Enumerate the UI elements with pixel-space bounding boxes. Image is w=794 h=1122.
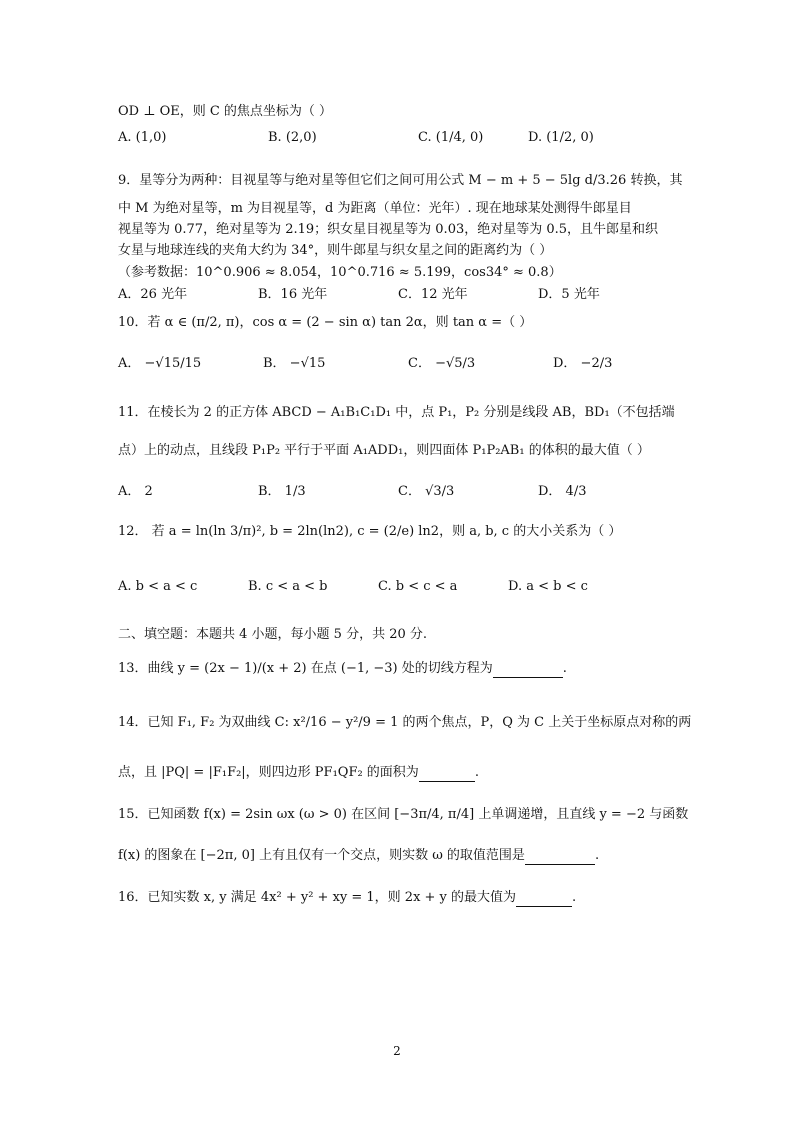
q15-line-2 <box>118 847 694 865</box>
q12-option-b: B. c < a < b <box>248 579 328 594</box>
q8-option-a: A. (1,0) <box>118 130 167 145</box>
q9-option-c: C．12 光年 <box>398 287 468 302</box>
q11-option-b: B． 1/3 <box>258 484 306 499</box>
q15-line-1: 15．已知函数 f(x) = 2sin ωx (ω > 0) 在区间 [−3π/4, π/4] 上单调递增，且直线 y = −2 与函数 <box>118 807 689 822</box>
q11-line-2: 点）上的动点，且线段 P₁P₂ 平行于平面 A₁ADD₁，则四面体 P₁P₂AB₁ 的体积的最大值（ ） <box>118 443 650 458</box>
q11-options <box>118 482 698 502</box>
q15-end: . <box>594 848 600 863</box>
q8-options <box>118 128 698 148</box>
q9-line-3: 视星等为 0.77，绝对星等为 2.19；织女星目视星等为 0.03，绝对星等为 0.5，且牛郎星和织 <box>118 222 659 237</box>
q13-end: . <box>562 661 567 676</box>
q10-option-a: A． −√15/15 <box>118 356 202 371</box>
q10-option-d: D． −2/3 <box>553 356 613 371</box>
q10-option-c: C． −√5/3 <box>408 356 476 371</box>
section-2-heading: 二、填空题：本题共 4 小题，每小题 5 分，共 20 分. <box>118 627 428 642</box>
q12-options <box>118 577 698 597</box>
q9-line-2: 中 M 为绝对星等，m 为目视星等，d 为距离（单位：光年）. 现在地球某处测得牛郎星目 <box>118 201 632 216</box>
q14-end: . <box>474 765 479 780</box>
q11-line-1: 11．在棱长为 2 的正方体 ABCD − A₁B₁C₁D₁ 中，点 P₁，P₂ 分别是线段 AB，BD₁（不包括端 <box>118 405 675 420</box>
q14-line-2 <box>118 764 694 782</box>
page-number: 2 <box>393 1044 401 1058</box>
q9-options <box>118 285 698 305</box>
q8-option-d: D. (1/2, 0) <box>528 130 594 145</box>
q16-answer-blank <box>516 892 572 907</box>
q10-stem: 10．若 α ∈ (π/2, π)，cos α = (2 − sin α) tan 2α，则 tan α =（ ） <box>118 315 533 330</box>
q16-end: . <box>572 890 577 905</box>
q11-option-c: C． √3/3 <box>398 484 455 499</box>
q13-text: 13．曲线 y = (2x − 1)/(x + 2) 在点 (−1, −3) 处的切线方程为 <box>118 661 493 676</box>
q8-option-b: B. (2,0) <box>268 130 317 145</box>
q13-answer-blank <box>493 663 563 678</box>
q8-tail: OD ⊥ OE，则 C 的焦点坐标为（ ） <box>118 104 333 119</box>
q10-options <box>118 354 698 374</box>
q8-option-c: C. (1/4, 0) <box>418 130 484 145</box>
q9-option-d: D．5 光年 <box>538 287 600 302</box>
q16 <box>118 889 694 907</box>
q9-line-4: 女星与地球连线的夹角大约为 34°，则牛郎星与织女星之间的距离约为（ ） <box>118 243 553 258</box>
q12-option-c: C. b < c < a <box>378 579 458 594</box>
q12-option-d: D. a < b < c <box>508 579 588 594</box>
q9-line-5: （参考数据：10^0.906 ≈ 8.054，10^0.716 ≈ 5.199，cos34° ≈ 0.8） <box>118 265 562 280</box>
q9-option-b: B．16 光年 <box>258 287 328 302</box>
q14-text: 点，且 |PQ| = |F₁F₂|，则四边形 PF₁QF₂ 的面积为 <box>118 765 419 780</box>
q14-line-1: 14．已知 F₁, F₂ 为双曲线 C: x²/16 − y²/9 = 1 的两个焦点，P，Q 为 C 上关于坐标原点对称的两 <box>118 715 692 730</box>
q15-text: f(x) 的图象在 [−2π, 0] 上有且仅有一个交点，则实数 ω 的取值范围是 <box>118 848 525 863</box>
q11-option-a: A． 2 <box>118 484 153 499</box>
q11-option-d: D． 4/3 <box>538 484 587 499</box>
q10-option-b: B． −√15 <box>263 356 326 371</box>
q12-stem: 12． 若 a = ln(ln 3/π)², b = 2ln(ln2), c = (2/e) ln2，则 a, b, c 的大小关系为（ ） <box>118 524 622 539</box>
q15-answer-blank <box>525 850 595 865</box>
q9-option-a: A．26 光年 <box>118 287 188 302</box>
q13 <box>118 660 694 678</box>
q16-text: 16．已知实数 x, y 满足 4x² + y² + xy = 1，则 2x + y 的最大值为 <box>118 890 517 905</box>
q12-option-a: A. b < a < c <box>118 579 198 594</box>
q14-answer-blank <box>419 767 475 782</box>
q9-line-1: 9．星等分为两种：目视星等与绝对星等但它们之间可用公式 M − m + 5 − 5lg d/3.26 转换，其 <box>118 173 683 188</box>
